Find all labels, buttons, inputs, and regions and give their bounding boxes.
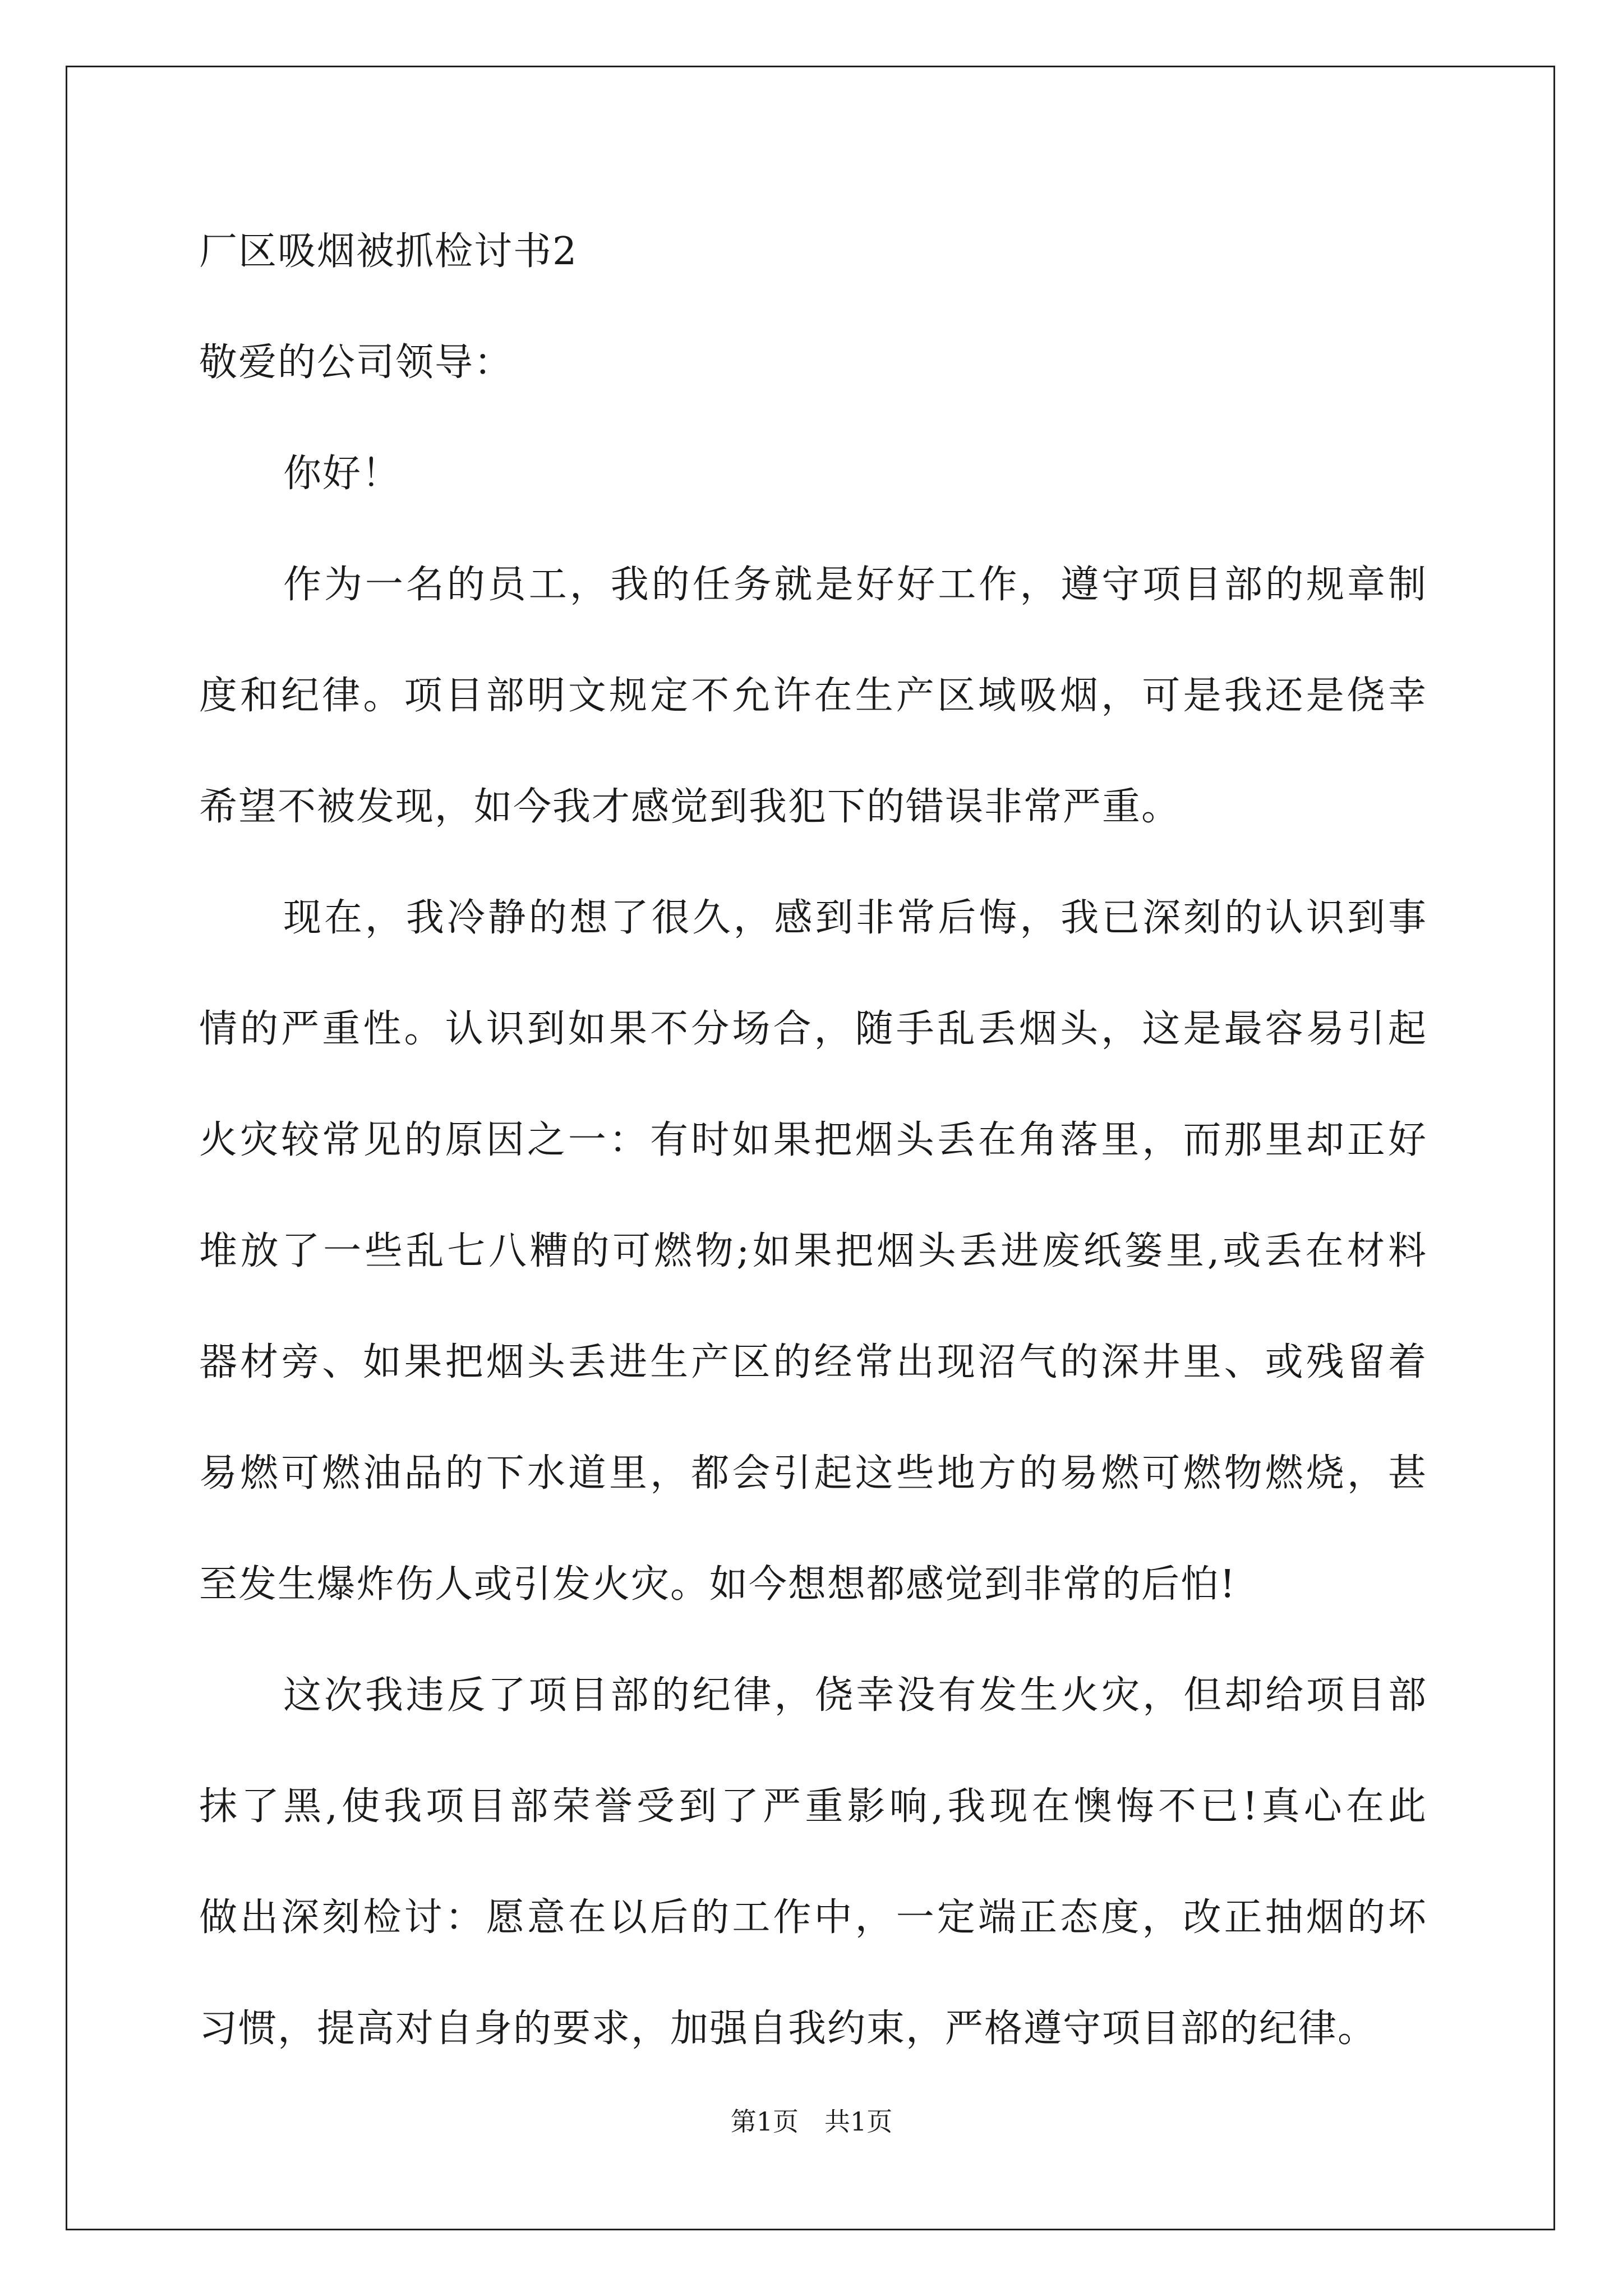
paragraph-line: 火灾较常见的原因之一：有时如果把烟头丢在角落里，而那里却正好 bbox=[199, 1118, 1427, 1162]
paragraph-line: 易燃可燃油品的下水道里，都会引起这些地方的易燃可燃物燃烧，甚 bbox=[199, 1451, 1427, 1496]
document-body bbox=[199, 222, 1427, 2110]
paragraph-line: 堆放了一些乱七八糟的可燃物;如果把烟头丢进废纸篓里,或丢在材料 bbox=[199, 1229, 1427, 1273]
greeting: 你好！ bbox=[283, 452, 402, 496]
paragraph-line: 希望不被发现，如今我才感觉到我犯下的错误非常严重。 bbox=[199, 785, 1181, 829]
paragraph-line: 现在，我冷静的想了很久，感到非常后悔，我已深刻的认识到事 bbox=[283, 896, 1427, 940]
document-title: 厂区吸烟被抓检讨书2 bbox=[199, 229, 578, 274]
paragraph-line: 做出深刻检讨：愿意在以后的工作中，一定端正态度，改正抽烟的坏 bbox=[199, 1895, 1427, 1940]
paragraph-1 bbox=[199, 555, 1427, 838]
paragraph-line: 这次我违反了项目部的纪律，侥幸没有发生火灾，但却给项目部 bbox=[283, 1673, 1427, 1718]
paragraph-2 bbox=[199, 888, 1427, 1615]
page-footer: 第1页 共1页 bbox=[730, 2106, 893, 2137]
paragraph-3 bbox=[199, 1665, 1427, 2059]
paragraph-line: 器材旁、如果把烟头丢进生产区的经常出现沼气的深井里、或残留着 bbox=[199, 1340, 1427, 1384]
paragraph-line: 度和纪律。项目部明文规定不允许在生产区域吸烟，可是我还是侥幸 bbox=[199, 674, 1427, 718]
paragraph-line: 至发生爆炸伤人或引发火灾。如今想想都感觉到非常的后怕! bbox=[199, 1562, 1237, 1607]
paragraph-line: 情的严重性。认识到如果不分场合，随手乱丢烟头，这是最容易引起 bbox=[199, 1007, 1427, 1051]
paragraph-line: 习惯，提高对自身的要求，加强自我约束，严格遵守项目部的纪律。 bbox=[199, 2007, 1377, 2051]
paragraph-line: 抹了黑,使我项目部荣誉受到了严重影响,我现在懊悔不已!真心在此 bbox=[199, 1784, 1427, 1829]
salutation: 敬爱的公司领导： bbox=[199, 341, 514, 385]
paragraph-line: 作为一名的员工，我的任务就是好好工作，遵守项目部的规章制 bbox=[283, 563, 1427, 607]
